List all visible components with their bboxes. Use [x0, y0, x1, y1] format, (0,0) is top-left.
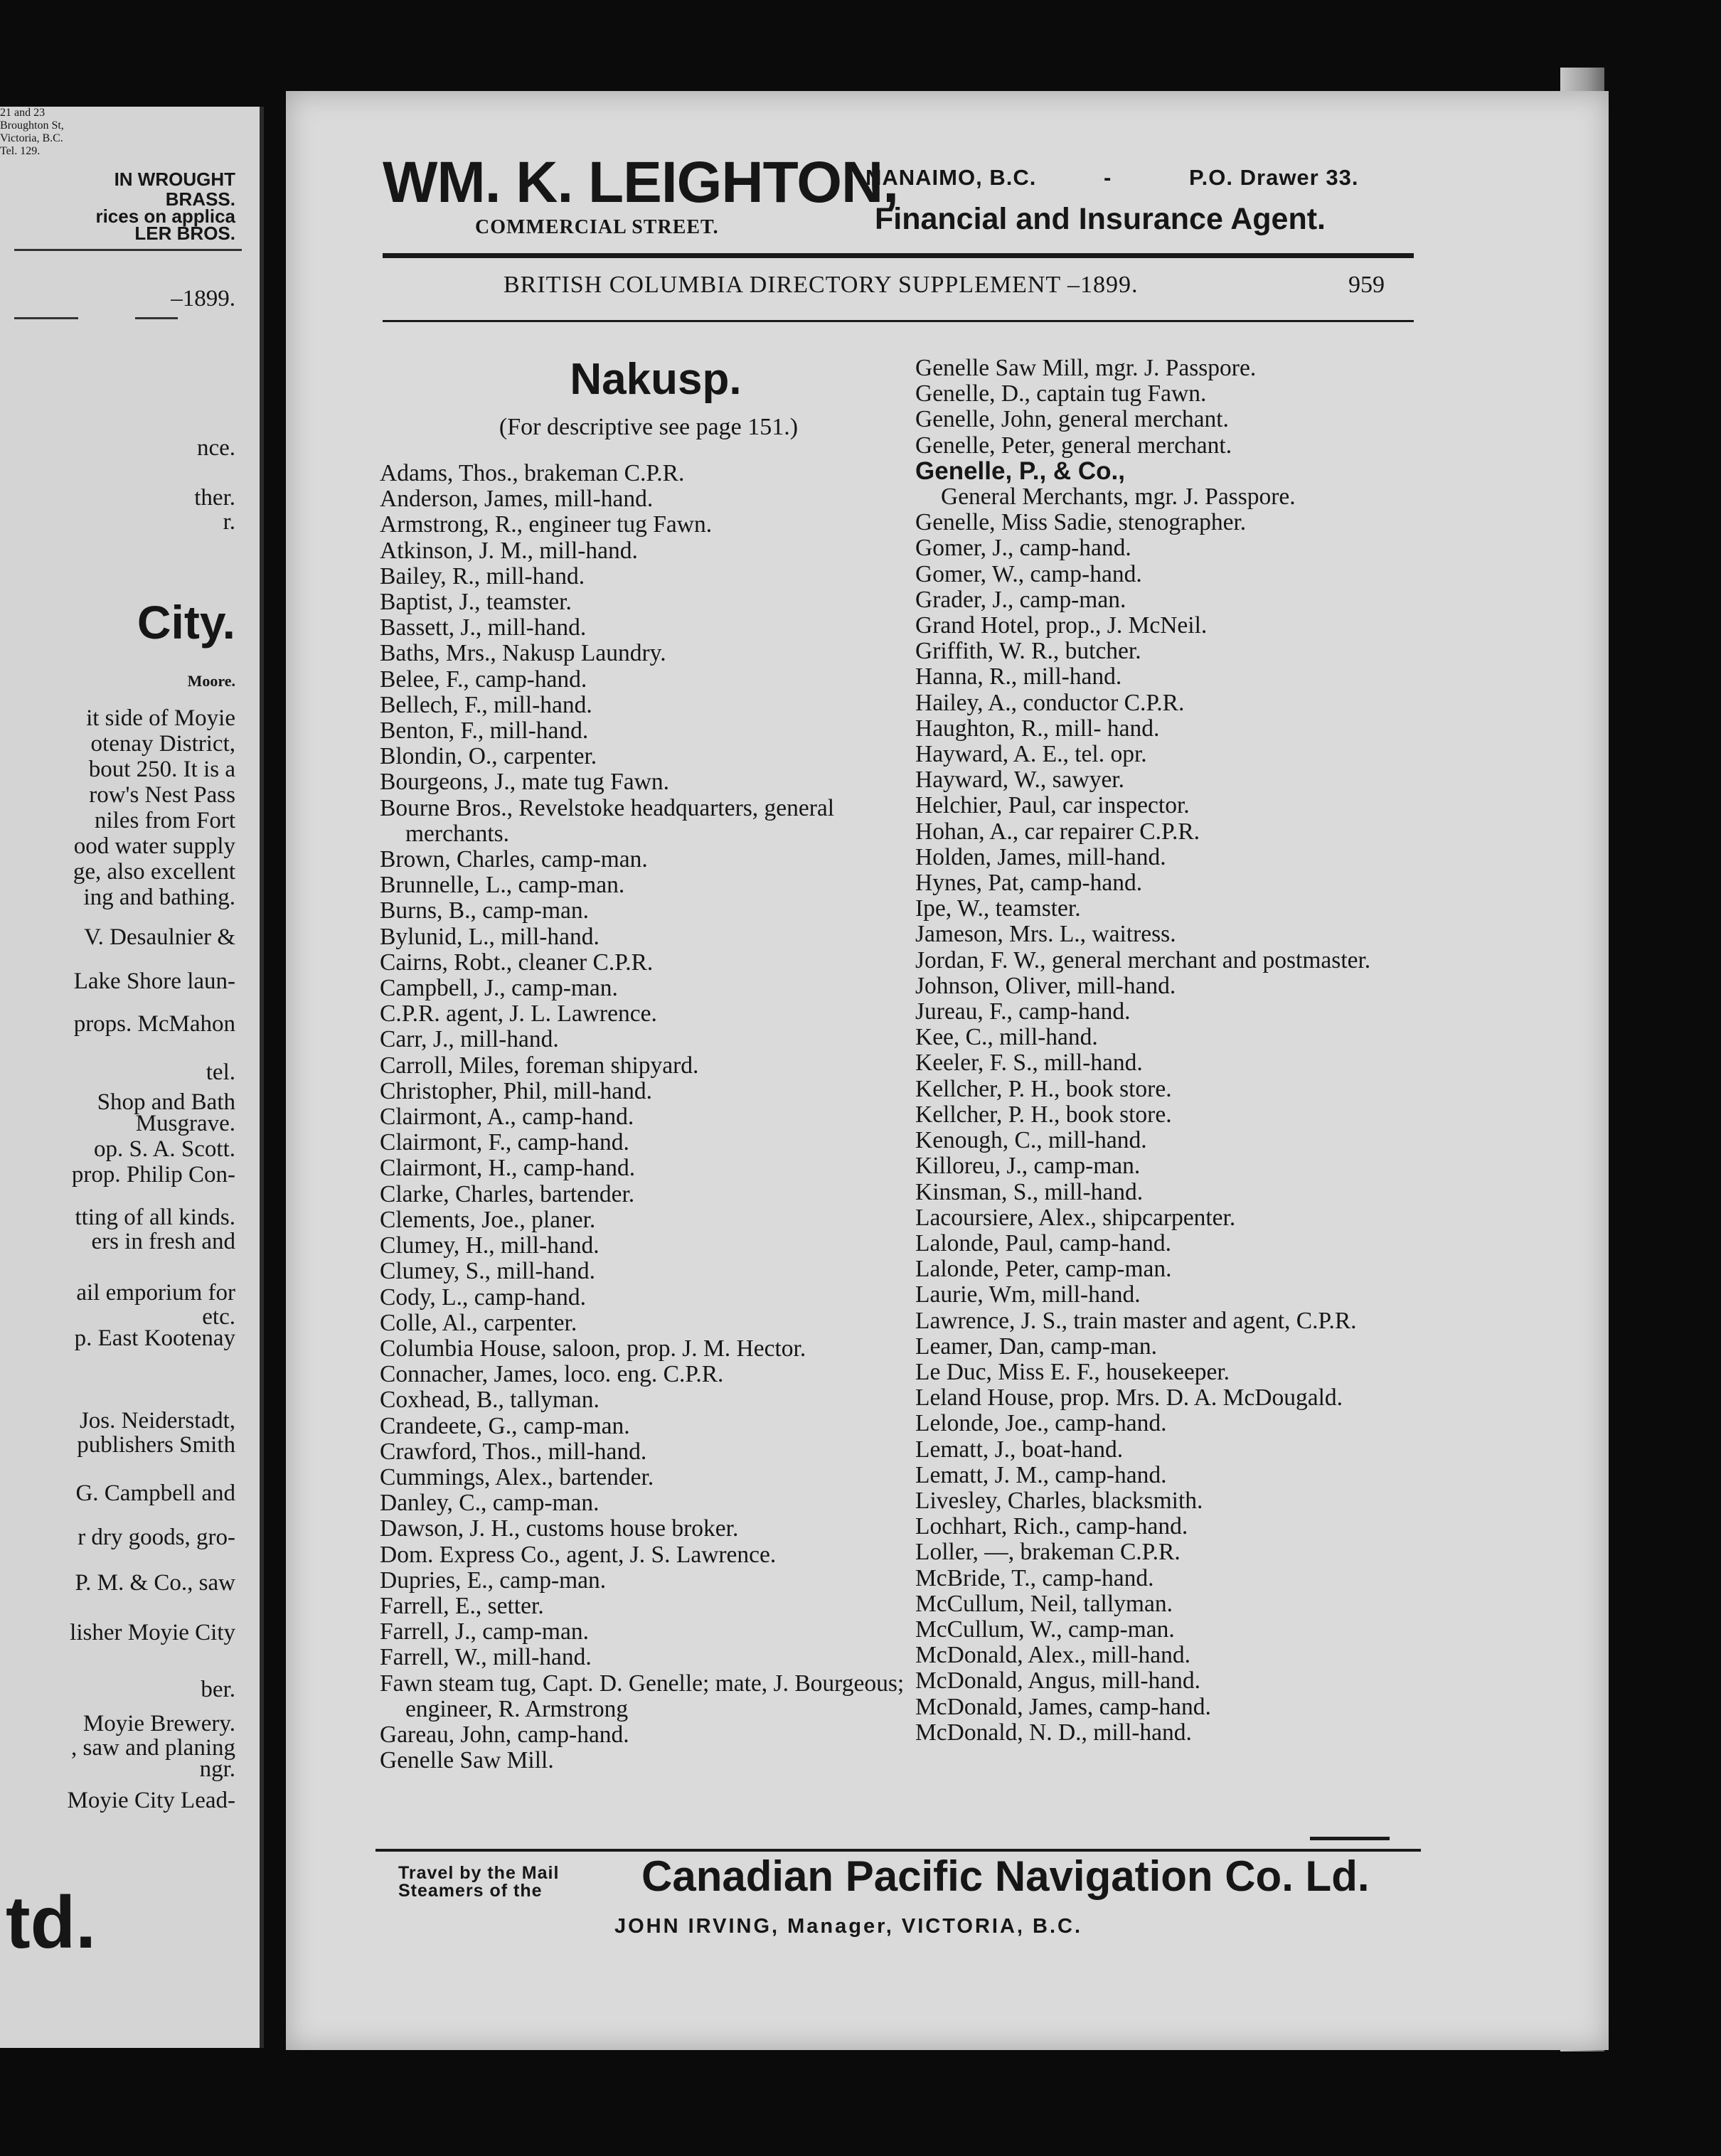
left-page-line: Shop and Bath: [97, 1089, 235, 1115]
left-page-rule: [14, 317, 78, 319]
footer-travel-line-2: Steamers of the: [398, 1881, 543, 1901]
directory-entry: Genelle Saw Mill, mgr. J. Passpore.: [915, 355, 1257, 381]
directory-entry: Griffith, W. R., butcher.: [915, 638, 1141, 665]
directory-entry: Baths, Mrs., Nakusp Laundry.: [380, 640, 666, 667]
directory-entry: Belee, F., camp-hand.: [380, 666, 587, 693]
directory-entry: Farrell, W., mill-hand.: [380, 1644, 592, 1671]
directory-entry: Atkinson, J. M., mill-hand.: [380, 537, 638, 564]
directory-entry: Ipe, W., teamster.: [915, 895, 1081, 922]
left-page-line: ers in fresh and: [91, 1229, 235, 1254]
left-page-line: etc.: [202, 1304, 235, 1330]
directory-entry: Brunnelle, L., camp-man.: [380, 872, 625, 899]
town-heading: Nakusp.: [570, 355, 742, 404]
directory-entry: Adams, Thos., brakeman C.P.R.: [380, 460, 685, 486]
directory-entry: Lochhart, Rich., camp-hand.: [915, 1513, 1188, 1540]
directory-entry: Lalonde, Peter, camp-man.: [915, 1256, 1172, 1283]
directory-entry: Bellech, F., mill-hand.: [380, 691, 592, 718]
directory-entry: Hayward, W., sawyer.: [915, 767, 1124, 794]
directory-entry: Bylunid, L., mill-hand.: [380, 923, 600, 950]
left-page-ad-address-line: 21 and 23: [0, 107, 46, 119]
directory-entry: Clumey, H., mill-hand.: [380, 1232, 600, 1259]
directory-entry: Hailey, A., conductor C.P.R.: [915, 689, 1185, 716]
directory-entry: Crandeete, G., camp-man.: [380, 1412, 630, 1439]
directory-entry: Hohan, A., car repairer C.P.R.: [915, 818, 1200, 845]
left-page-line: it side of Moyie: [86, 705, 235, 731]
left-page-line: nce.: [196, 435, 235, 461]
left-page-line: ther.: [194, 485, 235, 511]
directory-entry: Lalonde, Paul, camp-hand.: [915, 1229, 1172, 1256]
directory-entry: Genelle, Peter, general merchant.: [915, 432, 1232, 459]
banner-town: NANAIMO, B.C.: [865, 165, 1037, 190]
left-page-line: IN WROUGHT: [114, 169, 235, 190]
banner-separator: -: [1104, 165, 1112, 190]
left-page-line: Jos. Neiderstadt,: [79, 1408, 235, 1434]
left-page-line: niles from Fort: [95, 808, 235, 833]
left-page-ad-address-line: Broughton St,: [0, 119, 64, 132]
left-page-ad-address: [0, 107, 260, 158]
footer-travel-line-1: Travel by the Mail: [398, 1863, 560, 1883]
directory-entry: Blondin, O., carpenter.: [380, 743, 597, 770]
directory-entry: Cairns, Robt., cleaner C.P.R.: [380, 949, 654, 976]
directory-entry: Genelle, D., captain tug Fawn.: [915, 380, 1207, 407]
left-page-line: ge, also excellent: [73, 859, 235, 885]
directory-entry: Hayward, A. E., tel. opr.: [915, 741, 1147, 768]
directory-entry: Lacoursiere, Alex., shipcarpenter.: [915, 1204, 1236, 1231]
left-page-line: ber.: [201, 1677, 235, 1702]
directory-entry: Cummings, Alex., bartender.: [380, 1463, 654, 1490]
directory-entry: Crawford, Thos., mill-hand.: [380, 1438, 647, 1465]
directory-entry: Clairmont, F., camp-hand.: [380, 1129, 629, 1156]
left-page-line: Moore.: [187, 672, 235, 690]
directory-entry: Brown, Charles, camp-man.: [380, 846, 648, 873]
directory-entry: McDonald, James, camp-hand.: [915, 1693, 1211, 1720]
directory-entry: Genelle Saw Mill.: [380, 1747, 554, 1774]
directory-entry: Cody, L., camp-hand.: [380, 1284, 586, 1311]
directory-entry: McBride, T., camp-hand.: [915, 1564, 1154, 1591]
banner-agent-line: Financial and Insurance Agent.: [875, 202, 1326, 236]
directory-entry: Farrell, J., camp-man.: [380, 1618, 589, 1645]
left-page-line: LER BROS.: [134, 223, 235, 244]
left-page-rule: [135, 317, 178, 319]
banner-po-drawer: P.O. Drawer 33.: [1189, 165, 1359, 190]
directory-entry: McDonald, Angus, mill-hand.: [915, 1667, 1201, 1695]
left-page-line: bout 250. It is a: [88, 757, 235, 782]
directory-entry: McCullum, Neil, tallyman.: [915, 1590, 1173, 1617]
left-page-line: tel.: [206, 1060, 235, 1085]
directory-entry: Burns, B., camp-man.: [380, 897, 590, 924]
directory-entry: Lematt, J., boat-hand.: [915, 1436, 1124, 1463]
directory-page: [286, 91, 1609, 2050]
directory-entry: C.P.R. agent, J. L. Lawrence.: [380, 1000, 657, 1028]
directory-entry: Dupries, E., camp-man.: [380, 1567, 607, 1594]
running-head: BRITISH COLUMBIA DIRECTORY SUPPLEMENT –1899.: [503, 272, 1139, 298]
directory-entry: Carroll, Miles, foreman shipyard.: [380, 1052, 699, 1079]
directory-entry: Clairmont, H., camp-hand.: [380, 1155, 636, 1182]
left-page-line: ail emporium for: [76, 1280, 235, 1306]
directory-entry: Johnson, Oliver, mill-hand.: [915, 972, 1176, 999]
left-page-line: tting of all kinds.: [75, 1205, 235, 1230]
left-page-line: rices on applica: [95, 206, 235, 227]
directory-entry: Holden, James, mill-hand.: [915, 843, 1166, 870]
directory-entry: General Merchants, mgr. J. Passpore.: [941, 484, 1296, 511]
directory-entry: Gareau, John, camp-hand.: [380, 1721, 629, 1748]
directory-entry: Le Duc, Miss E. F., housekeeper.: [915, 1358, 1230, 1385]
left-page-line: ing and bathing.: [83, 885, 235, 910]
directory-entry: Danley, C., camp-man.: [380, 1490, 600, 1517]
directory-entry: Keeler, F. S., mill-hand.: [915, 1050, 1143, 1077]
directory-entry: Kee, C., mill-hand.: [915, 1024, 1098, 1051]
directory-entry: Loller, —, brakeman C.P.R.: [915, 1539, 1181, 1566]
left-page-line: op. S. A. Scott.: [94, 1136, 235, 1162]
directory-entry: Jureau, F., camp-hand.: [915, 998, 1131, 1025]
footer-travel-note: [398, 1864, 559, 1900]
directory-entry: Jordan, F. W., general merchant and postmaster.: [915, 946, 1371, 973]
directory-entry: Coxhead, B., tallyman.: [380, 1387, 600, 1414]
directory-entry: Kenough, C., mill-hand.: [915, 1127, 1147, 1154]
left-page-line: , saw and planing: [71, 1735, 235, 1761]
left-page-line: G. Campbell and: [75, 1480, 235, 1506]
left-page-line: P. M. & Co., saw: [75, 1570, 235, 1596]
directory-entry: Haughton, R., mill- hand.: [915, 715, 1160, 742]
directory-entry: Columbia House, saloon, prop. J. M. Hector.: [380, 1335, 806, 1362]
directory-entry: Colle, Al., carpenter.: [380, 1309, 577, 1336]
directory-entry: Kellcher, P. H., book store.: [915, 1075, 1172, 1102]
directory-entry: Lematt, J. M., camp-hand.: [915, 1461, 1167, 1488]
directory-entry: Connacher, James, loco. eng. C.P.R.: [380, 1361, 724, 1388]
left-page-line: row's Nest Pass: [89, 782, 235, 808]
directory-entry: Laurie, Wm, mill-hand.: [915, 1281, 1141, 1308]
directory-entry: Leland House, prop. Mrs. D. A. McDougald.: [915, 1384, 1343, 1411]
directory-entry: Christopher, Phil, mill-hand.: [380, 1077, 652, 1104]
directory-entry: McDonald, N. D., mill-hand.: [915, 1719, 1192, 1746]
left-page-ad-address-line: Tel. 129.: [0, 145, 41, 157]
directory-entry: Hynes, Pat, camp-hand.: [915, 870, 1143, 897]
column-end-rule: [1310, 1837, 1390, 1840]
directory-entry: Helchier, Paul, car inspector.: [915, 792, 1190, 819]
header-rule: [383, 320, 1414, 322]
directory-entry: Fawn steam tug, Capt. D. Genelle; mate, J. Bourgeous; engineer, R. Armstrong: [380, 1670, 905, 1722]
directory-entry: Kellcher, P. H., book store.: [915, 1101, 1172, 1128]
left-page-line: ngr.: [199, 1756, 235, 1782]
footer-manager-line: JOHN IRVING, Manager, VICTORIA, B.C.: [614, 1915, 1083, 1938]
directory-entry: Lawrence, J. S., train master and agent, C.P.R.: [915, 1307, 1357, 1334]
directory-entry: Hanna, R., mill-hand.: [915, 663, 1122, 690]
page-number: 959: [1348, 272, 1385, 298]
banner-rule: [383, 253, 1414, 258]
left-facing-page: [0, 107, 264, 2048]
left-page-line: BRASS.: [165, 188, 235, 210]
directory-entry: Clarke, Charles, bartender.: [380, 1180, 635, 1207]
directory-entry: Genelle, John, general merchant.: [915, 406, 1229, 433]
town-descriptive-note: (For descriptive see page 151.): [499, 414, 799, 440]
directory-entry: Grader, J., camp-man.: [915, 586, 1126, 613]
directory-entry: Campbell, J., camp-man.: [380, 975, 618, 1002]
directory-entry: McCullum, W., camp-man.: [915, 1616, 1175, 1643]
left-page-line: prop. Philip Con-: [71, 1162, 235, 1188]
directory-entry: Anderson, James, mill-hand.: [380, 486, 654, 513]
directory-entry-advertised: Genelle, P., & Co.,: [915, 457, 1126, 485]
left-page-line: Musgrave.: [135, 1111, 235, 1136]
directory-entry: Bassett, J., mill-hand.: [380, 614, 587, 641]
left-page-line: Lake Shore laun-: [73, 968, 235, 994]
directory-entry: Clumey, S., mill-hand.: [380, 1258, 596, 1285]
left-page-line: lisher Moyie City: [70, 1620, 235, 1645]
directory-entry: Livesley, Charles, blacksmith.: [915, 1487, 1203, 1514]
directory-entry: Bailey, R., mill-hand.: [380, 562, 585, 589]
left-page-rule: [14, 249, 242, 251]
left-page-ad-text: td.: [6, 1882, 97, 1964]
directory-entry: Jameson, Mrs. L., waitress.: [915, 921, 1176, 948]
left-page-ad-address-line: Victoria, B.C.: [0, 132, 63, 144]
directory-entry: Grand Hotel, prop., J. McNeil.: [915, 612, 1208, 639]
directory-entry: Bourgeons, J., mate tug Fawn.: [380, 769, 669, 796]
directory-column-right: [915, 356, 1456, 1746]
directory-entry: Armstrong, R., engineer tug Fawn.: [380, 511, 713, 538]
left-page-line: props. McMahon: [73, 1011, 235, 1037]
directory-entry: Kinsman, S., mill-hand.: [915, 1178, 1144, 1205]
directory-column-left: [380, 461, 934, 1773]
left-page-line: ood water supply: [73, 833, 235, 859]
directory-entry: Dawson, J. H., customs house broker.: [380, 1515, 739, 1542]
directory-entry: Carr, J., mill-hand.: [380, 1026, 559, 1053]
directory-entry: Dom. Express Co., agent, J. S. Lawrence.: [380, 1541, 777, 1568]
left-page-line: V. Desaulnier &: [84, 924, 235, 950]
directory-entry: Gomer, J., camp-hand.: [915, 535, 1131, 562]
directory-entry: Lelonde, Joe., camp-hand.: [915, 1410, 1167, 1437]
left-page-line: Moyie Brewery.: [82, 1711, 235, 1736]
banner-advertiser-name: WM. K. LEIGHTON,: [383, 150, 899, 215]
banner-street: COMMERCIAL STREET.: [475, 216, 719, 238]
directory-entry: Farrell, E., setter.: [380, 1592, 544, 1619]
left-page-line: publishers Smith: [77, 1432, 235, 1458]
left-page-line: Moyie City Lead-: [67, 1788, 235, 1813]
footer-company-name: Canadian Pacific Navigation Co. Ld.: [641, 1852, 1370, 1900]
directory-entry: Killoreu, J., camp-man.: [915, 1153, 1141, 1180]
directory-entry: Benton, F., mill-hand.: [380, 717, 589, 745]
left-page-line: otenay District,: [90, 731, 235, 757]
directory-entry: Clairmont, A., camp-hand.: [380, 1104, 634, 1131]
directory-entry: Leamer, Dan, camp-man.: [915, 1333, 1158, 1360]
directory-entry: Clements, Joe., planer.: [380, 1206, 596, 1233]
directory-entry: McDonald, Alex., mill-hand.: [915, 1642, 1191, 1669]
directory-entry: Gomer, W., camp-hand.: [915, 560, 1142, 587]
directory-entry: Baptist, J., teamster.: [380, 589, 572, 616]
left-page-line: r.: [223, 509, 235, 535]
directory-entry: Genelle, Miss Sadie, stenographer.: [915, 509, 1247, 536]
left-page-line: p. East Kootenay: [74, 1325, 235, 1351]
left-page-line: r dry goods, gro-: [78, 1525, 235, 1550]
left-page-line: City.: [137, 596, 235, 649]
directory-entry: Bourne Bros., Revelstoke headquarters, general merchants.: [380, 794, 835, 847]
left-page-line: –1899.: [171, 286, 235, 311]
